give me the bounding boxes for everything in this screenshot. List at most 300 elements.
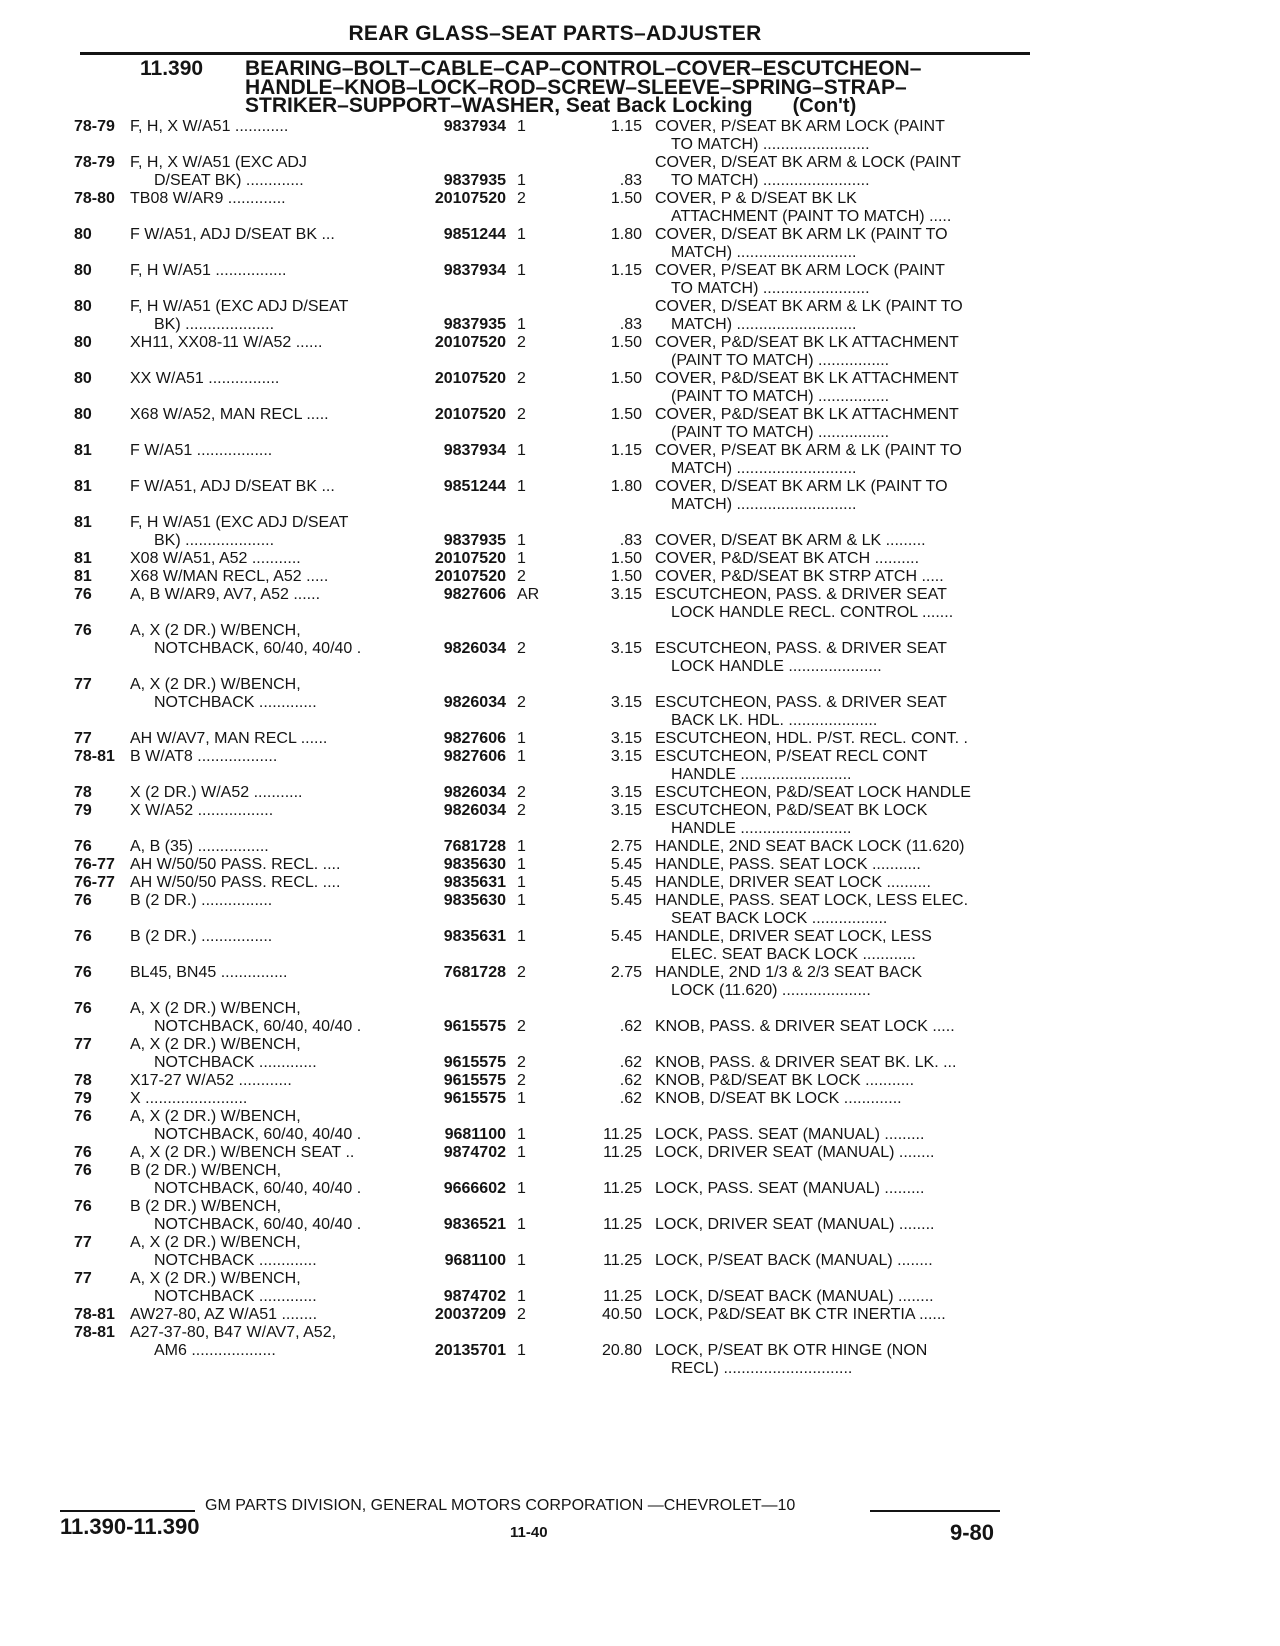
part-row bbox=[0, 514, 1280, 554]
part-row bbox=[0, 1306, 1280, 1324]
quantity: 2 bbox=[517, 640, 526, 657]
application-desc bbox=[130, 298, 410, 334]
quantity: 1 bbox=[517, 550, 526, 567]
quantity: 2 bbox=[517, 190, 526, 207]
application-line: NOTCHBACK ............. bbox=[154, 1288, 317, 1305]
part-name bbox=[655, 1234, 1035, 1270]
part-row bbox=[0, 1108, 1280, 1148]
model-year: 76 bbox=[74, 964, 92, 981]
section-number: 11.390 bbox=[140, 57, 204, 80]
part-name-line: (PAINT TO MATCH) ................ bbox=[671, 388, 890, 405]
part-name bbox=[655, 1198, 1035, 1234]
part-name-line: MATCH) ........................... bbox=[671, 496, 857, 513]
part-name-line: ESCUTCHEON, P&D/SEAT BK LOCK bbox=[655, 802, 928, 819]
part-name bbox=[655, 442, 1035, 478]
price: .62 bbox=[619, 1090, 642, 1107]
footer-publisher: GM PARTS DIVISION, GENERAL MOTORS CORPORATION —CHEVROLET—10 bbox=[205, 1497, 796, 1514]
part-name-line: COVER, D/SEAT BK ARM LK (PAINT TO bbox=[655, 478, 948, 495]
part-name bbox=[655, 838, 1035, 856]
quantity: 2 bbox=[517, 1054, 526, 1071]
part-name-line: LOCK (11.620) .................... bbox=[671, 982, 871, 999]
part-name-line: TO MATCH) ........................ bbox=[671, 172, 870, 189]
part-row bbox=[0, 226, 1280, 266]
part-number: 9681100 bbox=[444, 1252, 506, 1269]
application-line: A, X (2 DR.) W/BENCH, bbox=[130, 622, 301, 639]
part-number: 20107520 bbox=[434, 190, 506, 207]
quantity: 2 bbox=[517, 406, 526, 423]
price: 11.25 bbox=[603, 1126, 642, 1143]
part-name bbox=[655, 892, 1035, 928]
model-year: 76 bbox=[74, 1198, 92, 1215]
model-year: 81 bbox=[74, 550, 92, 567]
part-name bbox=[655, 370, 1035, 406]
application-line: NOTCHBACK ............. bbox=[154, 694, 317, 711]
part-name bbox=[655, 1270, 1035, 1306]
application-desc bbox=[130, 154, 410, 190]
part-name-line: MATCH) ........................... bbox=[671, 244, 857, 261]
footer-page-number: 11-40 bbox=[510, 1524, 548, 1541]
section-title-line bbox=[245, 94, 1005, 117]
part-number: 20107520 bbox=[434, 550, 506, 567]
application-desc bbox=[130, 1270, 410, 1306]
part-name bbox=[655, 1162, 1035, 1198]
section-title-text: STRIKER–SUPPORT–WASHER, Seat Back Locking bbox=[245, 94, 753, 117]
part-number: 20107520 bbox=[434, 406, 506, 423]
price: 5.45 bbox=[610, 892, 642, 909]
model-year: 76 bbox=[74, 892, 92, 909]
application-line: A27-37-80, B47 W/AV7, A52, bbox=[130, 1324, 337, 1341]
application-desc bbox=[130, 1000, 410, 1036]
part-row bbox=[0, 262, 1280, 302]
part-name-line: SEAT BACK LOCK ................. bbox=[671, 910, 888, 927]
part-name-line: ESCUTCHEON, PASS. & DRIVER SEAT bbox=[655, 694, 947, 711]
part-name bbox=[655, 1036, 1035, 1072]
part-name-line: HANDLE ......................... bbox=[671, 820, 852, 837]
price: 1.80 bbox=[610, 226, 642, 243]
application-line: BK) .................... bbox=[154, 532, 275, 549]
part-name-line: TO MATCH) ........................ bbox=[671, 280, 870, 297]
application-desc bbox=[130, 874, 410, 892]
part-row bbox=[0, 586, 1280, 626]
part-name bbox=[655, 676, 1035, 730]
part-name-line: KNOB, P&D/SEAT BK LOCK ........... bbox=[655, 1072, 915, 1089]
part-name-line: COVER, P&D/SEAT BK LK ATTACHMENT bbox=[655, 406, 959, 423]
quantity: 1 bbox=[517, 928, 526, 945]
quantity: 2 bbox=[517, 334, 526, 351]
quantity: 2 bbox=[517, 1306, 526, 1323]
price: 11.25 bbox=[603, 1288, 642, 1305]
part-number: 9851244 bbox=[443, 226, 506, 243]
part-row bbox=[0, 1234, 1280, 1274]
part-name-line: LOCK, PASS. SEAT (MANUAL) ......... bbox=[655, 1180, 925, 1197]
application-desc bbox=[130, 1198, 410, 1234]
application-desc bbox=[130, 856, 410, 874]
price: 3.15 bbox=[610, 694, 642, 711]
quantity: 1 bbox=[517, 316, 526, 333]
model-year: 78-80 bbox=[74, 190, 115, 207]
part-row bbox=[0, 892, 1280, 932]
part-name-line: LOCK, P/SEAT BACK (MANUAL) ........ bbox=[655, 1252, 933, 1269]
part-name-line: LOCK, DRIVER SEAT (MANUAL) ........ bbox=[655, 1144, 935, 1161]
quantity: 1 bbox=[517, 1180, 526, 1197]
part-name-line: MATCH) ........................... bbox=[671, 316, 857, 333]
application-desc bbox=[130, 964, 410, 982]
part-number: 9615575 bbox=[443, 1054, 506, 1071]
part-name-line: KNOB, PASS. & DRIVER SEAT BK. LK. ... bbox=[655, 1054, 957, 1071]
model-year: 78-79 bbox=[74, 118, 115, 135]
price: .83 bbox=[619, 172, 642, 189]
footer-rule-right bbox=[870, 1510, 1000, 1512]
quantity: 1 bbox=[517, 1342, 526, 1359]
price: 3.15 bbox=[610, 784, 642, 801]
application-desc bbox=[130, 802, 410, 820]
application-desc bbox=[130, 1162, 410, 1198]
quantity: 2 bbox=[517, 1018, 526, 1035]
part-number: 9826034 bbox=[443, 802, 506, 819]
part-name bbox=[655, 478, 1035, 514]
application-line: XX W/A51 ................ bbox=[130, 370, 280, 387]
application-desc bbox=[130, 1072, 410, 1090]
part-row bbox=[0, 928, 1280, 968]
part-name-line: HANDLE, 2ND 1/3 & 2/3 SEAT BACK bbox=[655, 964, 923, 981]
part-name bbox=[655, 1072, 1035, 1090]
part-name bbox=[655, 1000, 1035, 1036]
part-name bbox=[655, 1306, 1035, 1324]
application-line: A, X (2 DR.) W/BENCH, bbox=[130, 1036, 301, 1053]
application-line: F, H W/A51 ................ bbox=[130, 262, 287, 279]
part-row bbox=[0, 1000, 1280, 1040]
part-number: 9836521 bbox=[443, 1216, 506, 1233]
application-desc bbox=[130, 1090, 410, 1108]
application-line: D/SEAT BK) ............. bbox=[154, 172, 304, 189]
application-line: X ....................... bbox=[130, 1090, 248, 1107]
application-line: F, H W/A51 (EXC ADJ D/SEAT bbox=[130, 514, 349, 531]
part-name-line bbox=[655, 622, 1035, 640]
price: 1.50 bbox=[610, 370, 642, 387]
application-line: A, X (2 DR.) W/BENCH, bbox=[130, 1108, 301, 1125]
model-year: 78-81 bbox=[74, 1324, 115, 1341]
price: 1.15 bbox=[610, 442, 642, 459]
part-number: 9615575 bbox=[443, 1018, 506, 1035]
part-name-line: LOCK, D/SEAT BACK (MANUAL) ........ bbox=[655, 1288, 934, 1305]
price: 11.25 bbox=[603, 1144, 642, 1161]
part-row bbox=[0, 874, 1280, 892]
part-row bbox=[0, 442, 1280, 482]
part-number: 9615575 bbox=[443, 1072, 506, 1089]
application-desc bbox=[130, 226, 410, 244]
application-line: NOTCHBACK ............. bbox=[154, 1252, 317, 1269]
quantity: 1 bbox=[517, 874, 526, 891]
application-line: NOTCHBACK, 60/40, 40/40 . bbox=[154, 640, 362, 657]
application-desc bbox=[130, 550, 410, 568]
part-number: 9615575 bbox=[443, 1090, 506, 1107]
part-name-line bbox=[655, 1108, 1035, 1126]
part-number: 20107520 bbox=[434, 370, 506, 387]
quantity: 2 bbox=[517, 964, 526, 981]
price: .62 bbox=[619, 1054, 642, 1071]
application-line: B (2 DR.) ................ bbox=[130, 928, 273, 945]
application-desc bbox=[130, 262, 410, 280]
part-row bbox=[0, 1270, 1280, 1310]
application-line: F, H, X W/A51 ............ bbox=[130, 118, 289, 135]
application-line: F W/A51 ................. bbox=[130, 442, 273, 459]
part-name bbox=[655, 154, 1035, 190]
application-desc bbox=[130, 442, 410, 460]
application-line: B (2 DR.) ................ bbox=[130, 892, 273, 909]
application-line: TB08 W/AR9 ............. bbox=[130, 190, 286, 207]
part-row bbox=[0, 838, 1280, 856]
footer-rule-left bbox=[60, 1510, 195, 1512]
part-number: 9837935 bbox=[443, 172, 506, 189]
part-name-line: HANDLE, DRIVER SEAT LOCK .......... bbox=[655, 874, 931, 891]
application-line: B (2 DR.) W/BENCH, bbox=[130, 1198, 282, 1215]
section-title bbox=[245, 57, 1005, 117]
part-name-line: COVER, P&D/SEAT BK LK ATTACHMENT bbox=[655, 334, 959, 351]
application-line: NOTCHBACK, 60/40, 40/40 . bbox=[154, 1126, 362, 1143]
part-name-line: LOCK, PASS. SEAT (MANUAL) ......... bbox=[655, 1126, 925, 1143]
quantity: 2 bbox=[517, 802, 526, 819]
part-row bbox=[0, 190, 1280, 230]
quantity: 1 bbox=[517, 748, 526, 765]
application-desc bbox=[130, 334, 410, 352]
part-name-line bbox=[655, 1324, 1035, 1342]
application-desc bbox=[130, 406, 410, 424]
quantity: 1 bbox=[517, 1288, 526, 1305]
quantity: 1 bbox=[517, 478, 526, 495]
part-number: 9835630 bbox=[443, 856, 506, 873]
part-name-line: LOCK HANDLE RECL. CONTROL ....... bbox=[671, 604, 954, 621]
part-number: 9837935 bbox=[443, 316, 506, 333]
price: 11.25 bbox=[603, 1216, 642, 1233]
application-line: X68 W/A52, MAN RECL ..... bbox=[130, 406, 329, 423]
part-name-line: ELEC. SEAT BACK LOCK ............ bbox=[671, 946, 916, 963]
application-desc bbox=[130, 118, 410, 136]
part-name bbox=[655, 262, 1035, 298]
model-year: 79 bbox=[74, 1090, 92, 1107]
application-line: NOTCHBACK, 60/40, 40/40 . bbox=[154, 1180, 362, 1197]
model-year: 77 bbox=[74, 676, 92, 693]
part-number: 9666602 bbox=[443, 1180, 506, 1197]
application-desc bbox=[130, 1036, 410, 1072]
part-name-line bbox=[655, 1198, 1035, 1216]
part-name-line: COVER, P/SEAT BK ARM LOCK (PAINT bbox=[655, 262, 945, 279]
part-row bbox=[0, 298, 1280, 338]
part-name bbox=[655, 1108, 1035, 1144]
quantity: 2 bbox=[517, 370, 526, 387]
part-number: 9837934 bbox=[443, 118, 506, 135]
model-year: 76 bbox=[74, 586, 92, 603]
application-line: NOTCHBACK ............. bbox=[154, 1054, 317, 1071]
part-number: 9827606 bbox=[443, 730, 506, 747]
model-year: 81 bbox=[74, 514, 92, 531]
application-line: X68 W/MAN RECL, A52 ..... bbox=[130, 568, 329, 585]
quantity: 1 bbox=[517, 892, 526, 909]
part-name-line: (PAINT TO MATCH) ................ bbox=[671, 424, 890, 441]
part-row bbox=[0, 568, 1280, 586]
part-name-line bbox=[655, 514, 1035, 532]
part-name-line: MATCH) ........................... bbox=[671, 460, 857, 477]
application-desc bbox=[130, 1144, 410, 1162]
part-name-line: ATTACHMENT (PAINT TO MATCH) ..... bbox=[671, 208, 952, 225]
part-row bbox=[0, 622, 1280, 675]
part-name bbox=[655, 874, 1035, 892]
model-year: 79 bbox=[74, 802, 92, 819]
part-row bbox=[0, 1144, 1280, 1162]
quantity: 1 bbox=[517, 856, 526, 873]
part-number: 9837934 bbox=[443, 262, 506, 279]
price: .83 bbox=[619, 316, 642, 333]
model-year: 80 bbox=[74, 226, 92, 243]
part-name bbox=[655, 622, 1035, 676]
part-name bbox=[655, 334, 1035, 370]
model-year: 76 bbox=[74, 1108, 92, 1125]
part-name-line: LOCK HANDLE ..................... bbox=[671, 658, 882, 675]
part-name bbox=[655, 298, 1035, 334]
part-row bbox=[0, 370, 1280, 410]
part-row bbox=[0, 1162, 1280, 1202]
part-number: 9874702 bbox=[443, 1144, 506, 1161]
part-name-line: HANDLE ......................... bbox=[671, 766, 852, 783]
part-name-line bbox=[655, 1162, 1035, 1180]
model-year: 81 bbox=[74, 478, 92, 495]
application-line: F W/A51, ADJ D/SEAT BK ... bbox=[130, 226, 335, 243]
part-name-line: COVER, D/SEAT BK ARM LK (PAINT TO bbox=[655, 226, 948, 243]
model-year: 76 bbox=[74, 838, 92, 855]
model-year: 80 bbox=[74, 262, 92, 279]
part-name-line: ESCUTCHEON, PASS. & DRIVER SEAT bbox=[655, 586, 947, 603]
part-name-line: COVER, P&D/SEAT BK STRP ATCH ..... bbox=[655, 568, 944, 585]
application-desc bbox=[130, 622, 410, 658]
quantity: 1 bbox=[517, 118, 526, 135]
application-desc bbox=[130, 784, 410, 802]
model-year: 76-77 bbox=[74, 874, 115, 891]
price: 20.80 bbox=[601, 1342, 642, 1359]
application-line: X W/A52 ................. bbox=[130, 802, 274, 819]
quantity: AR bbox=[517, 586, 540, 603]
part-name bbox=[655, 1144, 1035, 1162]
application-desc bbox=[130, 928, 410, 946]
price: 1.50 bbox=[610, 190, 642, 207]
part-row bbox=[0, 1036, 1280, 1076]
application-desc bbox=[130, 676, 410, 712]
page-header-title: REAR GLASS–SEAT PARTS–ADJUSTER bbox=[348, 22, 762, 45]
quantity: 1 bbox=[517, 262, 526, 279]
model-year: 78 bbox=[74, 1072, 92, 1089]
part-row bbox=[0, 856, 1280, 874]
application-desc bbox=[130, 568, 410, 586]
model-year: 76 bbox=[74, 1000, 92, 1017]
price: 5.45 bbox=[610, 874, 642, 891]
part-name bbox=[655, 730, 1035, 748]
application-line: F, H, X W/A51 (EXC ADJ bbox=[130, 154, 307, 171]
price: 1.80 bbox=[610, 478, 642, 495]
application-desc bbox=[130, 1234, 410, 1270]
application-line: A, X (2 DR.) W/BENCH, bbox=[130, 1270, 301, 1287]
application-desc bbox=[130, 478, 410, 496]
part-name-line: KNOB, D/SEAT BK LOCK ............. bbox=[655, 1090, 902, 1107]
part-name bbox=[655, 514, 1035, 550]
part-row bbox=[0, 406, 1280, 446]
part-name-line: HANDLE, 2ND SEAT BACK LOCK (11.620) bbox=[655, 838, 965, 855]
model-year: 77 bbox=[74, 1234, 92, 1251]
part-name-line: COVER, D/SEAT BK ARM & LK ......... bbox=[655, 532, 926, 549]
part-name-line: LOCK, DRIVER SEAT (MANUAL) ........ bbox=[655, 1216, 935, 1233]
quantity: 1 bbox=[517, 532, 526, 549]
price: 1.50 bbox=[610, 550, 642, 567]
application-line: A, B W/AR9, AV7, A52 ...... bbox=[130, 586, 321, 603]
part-name-line: COVER, P&D/SEAT BK ATCH .......... bbox=[655, 550, 920, 567]
model-year: 76 bbox=[74, 1144, 92, 1161]
part-name bbox=[655, 568, 1035, 586]
price: 2.75 bbox=[610, 838, 642, 855]
application-line: A, X (2 DR.) W/BENCH SEAT .. bbox=[130, 1144, 355, 1161]
price: 3.15 bbox=[610, 586, 642, 603]
part-row bbox=[0, 118, 1280, 158]
application-line: A, B (35) ................ bbox=[130, 838, 269, 855]
part-name-line: COVER, P/SEAT BK ARM LOCK (PAINT bbox=[655, 118, 945, 135]
model-year: 76 bbox=[74, 1162, 92, 1179]
price: .83 bbox=[619, 532, 642, 549]
model-year: 80 bbox=[74, 334, 92, 351]
part-name-line: RECL) ............................. bbox=[671, 1360, 853, 1377]
part-number: 7681728 bbox=[443, 964, 506, 981]
model-year: 81 bbox=[74, 568, 92, 585]
part-name-line: ESCUTCHEON, PASS. & DRIVER SEAT bbox=[655, 640, 947, 657]
part-name bbox=[655, 1324, 1035, 1378]
part-number: 9827606 bbox=[443, 586, 506, 603]
price: 5.45 bbox=[610, 928, 642, 945]
application-line: X08 W/A51, A52 ........... bbox=[130, 550, 301, 567]
model-year: 77 bbox=[74, 1270, 92, 1287]
application-line: A, X (2 DR.) W/BENCH, bbox=[130, 1234, 301, 1251]
application-line: BK) .................... bbox=[154, 316, 275, 333]
application-desc bbox=[130, 1306, 410, 1324]
part-name-line bbox=[655, 1000, 1035, 1018]
part-row bbox=[0, 802, 1280, 842]
model-year: 76 bbox=[74, 928, 92, 945]
price: 3.15 bbox=[610, 730, 642, 747]
quantity: 1 bbox=[517, 1252, 526, 1269]
part-name-line: COVER, D/SEAT BK ARM & LK (PAINT TO bbox=[655, 298, 963, 315]
price: 40.50 bbox=[601, 1306, 642, 1323]
application-desc bbox=[130, 838, 410, 856]
part-name-line: COVER, P/SEAT BK ARM & LK (PAINT TO bbox=[655, 442, 962, 459]
part-name-line bbox=[655, 1036, 1035, 1054]
part-name-line: TO MATCH) ........................ bbox=[671, 136, 870, 153]
model-year: 81 bbox=[74, 442, 92, 459]
part-row bbox=[0, 478, 1280, 518]
application-line: AW27-80, AZ W/A51 ........ bbox=[130, 1306, 318, 1323]
model-year: 78 bbox=[74, 784, 92, 801]
part-name-line: HANDLE, PASS. SEAT LOCK ........... bbox=[655, 856, 921, 873]
price: 2.75 bbox=[610, 964, 642, 981]
price: 11.25 bbox=[603, 1252, 642, 1269]
part-number: 9835631 bbox=[443, 874, 506, 891]
part-name bbox=[655, 856, 1035, 874]
footer-section-range: 11.390-11.390 bbox=[60, 1514, 200, 1539]
quantity: 1 bbox=[517, 730, 526, 747]
part-number: 7681728 bbox=[443, 838, 506, 855]
application-desc bbox=[130, 1324, 410, 1360]
application-desc bbox=[130, 892, 410, 910]
application-line: A, X (2 DR.) W/BENCH, bbox=[130, 1000, 301, 1017]
application-line: X (2 DR.) W/A52 ........... bbox=[130, 784, 303, 801]
quantity: 1 bbox=[517, 1144, 526, 1161]
part-name-line bbox=[655, 676, 1035, 694]
price: 1.50 bbox=[610, 334, 642, 351]
part-row bbox=[0, 334, 1280, 374]
header-rule bbox=[80, 52, 1030, 55]
